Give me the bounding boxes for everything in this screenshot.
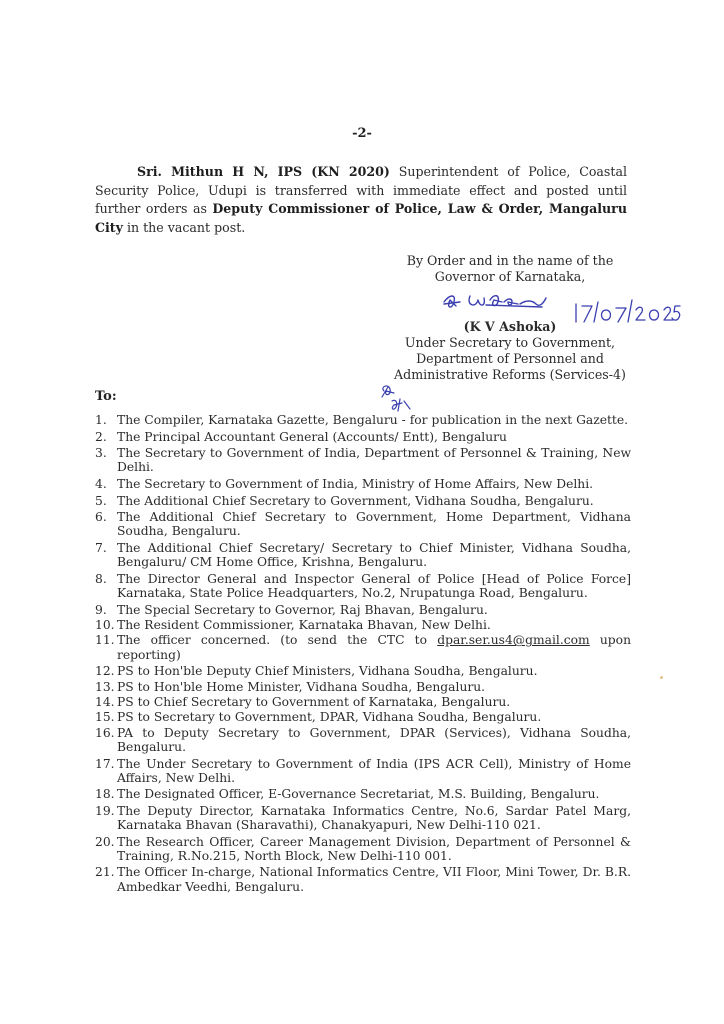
recipient-item: 21. The Officer In-charge, National Informatics Centre, VII Floor, Mini Tower, Dr. B.R. Ambedkar Veedhi, Bengaluru. (95, 865, 631, 894)
recipient-item: 10. The Resident Commissioner, Karnataka Bhavan, New Delhi. (95, 617, 491, 632)
order-text-1: Superintendent of Police, Coastal Security Police, Udupi is transferred with immediate effect and posted until further orders as (95, 164, 627, 216)
recipient-list (95, 413, 631, 896)
recipient-item: 1. The Compiler, Karnataka Gazette, Bengaluru - for publication in the next Gazette. (95, 413, 629, 427)
by-order-line-2: Governor of Karnataka, (434, 269, 586, 284)
signer-name: (K V Ashoka) (463, 319, 557, 334)
recipient-item: 19. The Deputy Director, Karnataka Informatics Centre, No.6, Sardar Patel Marg, Karnataka Bhavan (Sharavathi), Chanakyapuri, New Delhi-110 021. (95, 803, 631, 833)
order-text-2: in the vacant post. (122, 219, 246, 235)
recipient-item: 7. The Additional Chief Secretary/ Secretary to Chief Minister, Vidhana Soudha, Bengaluru/ CM Home Office, Krishna, Bengaluru. (95, 540, 631, 570)
by-order-block (380, 253, 640, 285)
recipient-item: 15. PS to Secretary to Government, DPAR, Vidhana Soudha, Bengaluru. (95, 710, 542, 725)
posting-designation: Deputy Commissioner of Police, Law & Order, Mangaluru City (95, 201, 627, 235)
signer-block (360, 319, 660, 383)
recipient-item: 11. The officer concerned. (to send the CTC to dpar.ser.us4@gmail.com upon reporting) (95, 633, 631, 662)
recipient-item: 17. The Under Secretary to Government of India (IPS ACR Cell), Ministry of Home Affairs, New Delhi. (95, 756, 631, 785)
signer-designation-3: Administrative Reforms (Services-4) (394, 367, 626, 382)
by-order-line-1: By Order and in the name of the (406, 253, 614, 268)
page-number: -2- (352, 126, 372, 141)
officer-email-link[interactable]: dpar.ser.us4@gmail.com (437, 633, 590, 648)
signer-designation-2: Department of Personnel and (416, 351, 604, 366)
recipient-item: 2. The Principal Accountant General (Accounts/ Entt), Bengaluru (95, 429, 507, 444)
to-label: To: (95, 389, 117, 404)
recipient-item: 13. PS to Hon'ble Home Minister, Vidhana Soudha, Bengaluru. (95, 679, 486, 694)
recipient-item: 14. PS to Chief Secretary to Government of Karnataka, Bengaluru. (95, 694, 511, 709)
officer-name: Sri. Mithun H N, IPS (KN 2020) (137, 164, 390, 179)
signer-designation-1: Under Secretary to Government, (404, 335, 616, 350)
recipient-item: 12. PS to Hon'ble Deputy Chief Ministers, Vidhana Soudha, Bengaluru. (95, 664, 538, 679)
recipient-item: 9. The Special Secretary to Governor, Raj Bhavan, Bengaluru. (95, 602, 488, 617)
recipient-item: 16. PA to Deputy Secretary to Government, DPAR (Services), Vidhana Soudha, Bengaluru. (95, 725, 631, 754)
recipient-item: 3. The Secretary to Government of India, Department of Personnel & Training, New Delhi. (95, 446, 631, 475)
scan-speck (660, 676, 663, 679)
recipient-item: 6. The Additional Chief Secretary to Government, Home Department, Vidhana Soudha, Bengaluru. (95, 510, 631, 539)
handwritten-initials (378, 383, 418, 415)
recipient-item: 4. The Secretary to Government of India, Ministry of Home Affairs, New Delhi. (95, 476, 594, 491)
recipient-item: 8. The Director General and Inspector General of Police [Head of Police Force] Karnataka, State Police Headquarters, No.2, Nrupatunga Road, Bengaluru. (95, 571, 631, 600)
recipient-item: 20. The Research Officer, Career Management Division, Department of Personnel & Training, R.No.215, North Block, New Delhi-110 001. (95, 834, 631, 863)
order-paragraph (95, 163, 627, 237)
recipient-item: 18. The Designated Officer, E-Governance Secretariat, M.S. Building, Bengaluru. (95, 787, 600, 802)
recipient-item: 5. The Additional Chief Secretary to Government, Vidhana Soudha, Bengaluru. (95, 493, 594, 508)
